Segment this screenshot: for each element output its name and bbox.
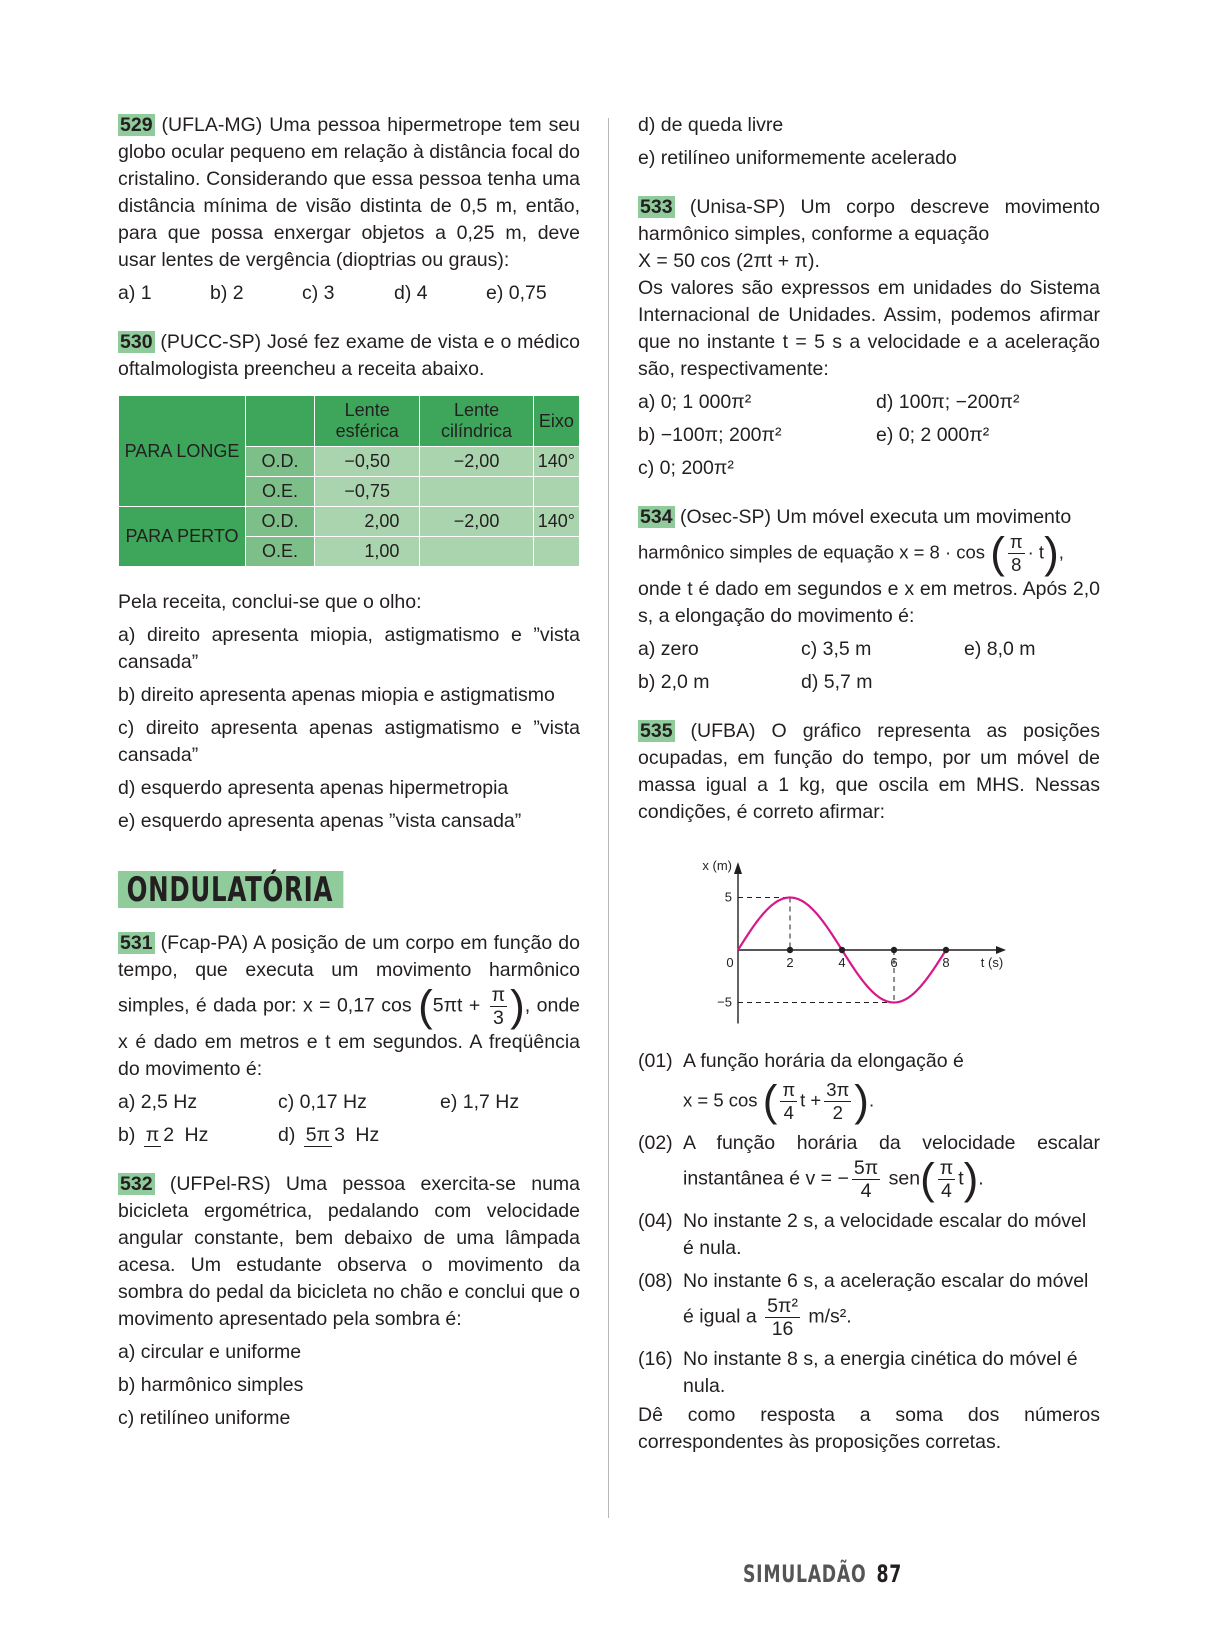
option-e: e) 0,75 xyxy=(486,282,547,304)
option-e: e) 0; 2 000π² xyxy=(876,424,990,446)
proposition-16 xyxy=(638,1346,1100,1400)
cell-eixo xyxy=(533,537,579,567)
eye-label: O.E. xyxy=(246,477,315,507)
x-axis-label: t (s) xyxy=(980,955,1004,970)
question-text: (PUCC-SP) José fez exame de vista e o médico oftalmologista preencheu a receita abaixo. xyxy=(118,331,581,380)
fraction-denominator: 2 xyxy=(163,1124,175,1147)
question-text: (Fcap-PA) A posição de um corpo em função do tempo, que executa um movimento harmônico simples, é dada por: x = 0,17 cos xyxy=(118,932,580,1017)
option-label: b) xyxy=(118,1124,136,1146)
fraction xyxy=(852,1157,880,1202)
question-text: (UFBA) O gráfico representa as posições ocupadas, em função do tempo, por um móvel de massa igual a 1 kg, que oscila em MHS. Nessas condições, é correto afirmar: xyxy=(638,720,1100,823)
question-number: 535 xyxy=(640,720,673,742)
x-tick-label: 4 xyxy=(838,955,846,970)
axis-point xyxy=(839,947,845,953)
proposition-08 xyxy=(638,1268,1100,1340)
proposition-text: No instante 8 s, a energia cinética do móvel é nula. xyxy=(683,1348,1078,1397)
fraction-numerator: π xyxy=(939,1157,954,1179)
header-esferica: Lente esférica xyxy=(315,396,420,447)
label-perto: PARA PERTO xyxy=(119,507,246,567)
footer-title: SIMULADÃO xyxy=(743,1560,867,1588)
proposition-number: (02) xyxy=(638,1132,673,1154)
formula-lead: 5πt + xyxy=(432,994,481,1017)
closing-text: Dê como resposta a soma dos números correspondentes às proposições corretas. xyxy=(638,1404,1100,1453)
unit: Hz xyxy=(184,1124,209,1146)
header-cilindrica: Lente cilíndrica xyxy=(420,396,533,447)
fraction-denominator: 4 xyxy=(941,1180,952,1202)
proposition-text: A função horária da velocidade escalar instantânea é v = − $\frac{5\pi}{4}$ sen( $\frac{\pi}{4}$ t). xyxy=(683,1132,1100,1204)
options-row xyxy=(638,669,1100,696)
cell-cilindrica: −2,00 xyxy=(420,507,533,537)
option-b: b) 2,0 m xyxy=(638,671,710,693)
proposition-number: (08) xyxy=(638,1270,673,1292)
formula-t: t xyxy=(958,1167,964,1190)
eye-label: O.D. xyxy=(246,447,315,477)
fraction-numerator: 5π xyxy=(305,1124,331,1147)
question-text: (Osec-SP) Um móvel executa um movimento xyxy=(679,506,1072,528)
fraction xyxy=(938,1157,955,1202)
proposition-04 xyxy=(638,1208,1100,1262)
proposition-statement: No instante 6 s, a aceleração escalar do móvel é igual a xyxy=(683,1270,1089,1328)
option-c: c) 0,17 Hz xyxy=(278,1091,367,1113)
fraction-denominator: 3 xyxy=(492,1007,504,1029)
fraction-denominator: 4 xyxy=(783,1102,794,1123)
question-text-3: onde t é dado em segundos e x em metros. Após 2,0 s, a elongação do movimento é: xyxy=(638,578,1100,627)
cell-esferica: −0,75 xyxy=(315,477,420,507)
option-d: d) esquerdo apresenta apenas hipermetropia xyxy=(118,777,509,799)
fraction-denominator: 8 xyxy=(1011,554,1022,575)
fraction xyxy=(490,984,507,1029)
options-row xyxy=(638,636,1100,663)
question-number: 532 xyxy=(120,1173,153,1195)
question-532-continued xyxy=(638,112,1100,172)
x-tick-label: 6 xyxy=(890,955,898,970)
proposition-number: (04) xyxy=(638,1210,673,1232)
proposition-number: (16) xyxy=(638,1348,673,1370)
option-c: c) retilíneo uniforme xyxy=(118,1407,291,1429)
cell-cilindrica xyxy=(420,477,533,507)
question-text-2: harmônico simples de equação x = 8 · cos xyxy=(638,541,986,563)
option-b: b) harmônico simples xyxy=(118,1374,304,1396)
option-d: d) 4 xyxy=(394,282,428,304)
option-d: d) 100π; −200π² xyxy=(876,391,1020,413)
formula-t: · t xyxy=(1027,541,1045,563)
option-e: e) retilíneo uniformemente acelerado xyxy=(638,147,957,169)
fraction-numerator: π xyxy=(145,1124,160,1147)
question-text: (UFLA-MG) Uma pessoa hipermetrope tem seu globo ocular pequeno em relação à distância focal do cristalino. Considerando que essa pessoa tenha uma distância mínima de visão distinta de 0,5 m, então, para que possa enxergar objetos a 0,25 m, deve usar lentes de vergência (dioptrias ou graus): xyxy=(118,114,581,271)
chart-axes xyxy=(734,862,1006,1024)
formula-sen: sen xyxy=(888,1167,921,1190)
paren-close: ) xyxy=(1044,528,1059,578)
eye-label: O.D. xyxy=(246,507,315,537)
proposition-statement: A função horária da elongação é xyxy=(683,1050,964,1072)
question-number: 529 xyxy=(120,114,153,136)
cell-esferica: 2,00 xyxy=(315,507,420,537)
proposition-01 xyxy=(638,1048,1100,1124)
fraction xyxy=(765,1295,800,1340)
options-row xyxy=(118,280,580,307)
option-c: c) 0; 200π² xyxy=(638,457,734,479)
x-tick-label: 0 xyxy=(726,955,734,970)
paren-open: ( xyxy=(762,1076,778,1126)
fraction-numerator: π xyxy=(782,1079,796,1100)
section-title: ONDULATÓRIA xyxy=(118,871,343,908)
question-number: 534 xyxy=(640,506,673,528)
fraction-numerator: π xyxy=(1009,531,1023,552)
cell-esferica: −0,50 xyxy=(315,447,420,477)
proposition-text xyxy=(683,1268,1100,1340)
fraction xyxy=(824,1079,851,1124)
fraction-denominator: 3 xyxy=(334,1124,345,1147)
options-row xyxy=(638,389,1100,416)
options-row xyxy=(118,1122,580,1149)
unit: m/s². xyxy=(808,1305,852,1328)
paren-close: ) xyxy=(963,1154,979,1204)
formula-mid: t + xyxy=(800,1089,822,1111)
axis-point xyxy=(943,947,949,953)
option-a: a) zero xyxy=(638,638,699,660)
option-label: d) xyxy=(278,1124,296,1146)
paren-close: ) xyxy=(510,981,525,1031)
y-tick-label: −5 xyxy=(717,994,732,1010)
paren-open: ( xyxy=(418,981,433,1031)
question-531 xyxy=(118,930,580,1149)
option-d: d) de queda livre xyxy=(638,114,784,136)
prescription-table xyxy=(118,395,580,567)
cell-eixo xyxy=(533,477,579,507)
question-text: (UFPel-RS) Uma pessoa exercita-se numa bicicleta ergométrica, pedalando com velocidade angular constante, bem debaixo de uma lâmpada acesa. Um estudante observa o movimento da sombra do pedal da bicicleta no chão e conclui que o movimento apresentado pela sombra é: xyxy=(118,1173,580,1330)
column-divider xyxy=(608,118,609,1518)
fraction-numerator: 5π² xyxy=(767,1295,798,1317)
fraction xyxy=(304,1124,347,1147)
y-axis-label: x (m) xyxy=(702,858,732,873)
header-eixo: Eixo xyxy=(533,396,579,447)
cell-esferica: 1,00 xyxy=(315,537,420,567)
options-row xyxy=(638,455,1100,482)
option-d: d) 5,7 m xyxy=(801,671,873,693)
paren-open: ( xyxy=(990,528,1005,578)
cell-cilindrica xyxy=(420,537,533,567)
question-number: 533 xyxy=(640,196,673,218)
option-b: b) −100π; 200π² xyxy=(638,424,782,446)
option-a: a) 0; 1 000π² xyxy=(638,391,752,413)
page-footer xyxy=(743,1560,902,1588)
proposition-text: No instante 2 s, a velocidade escalar do móvel é nula. xyxy=(683,1210,1087,1259)
fraction-numerator: 5π xyxy=(853,1157,879,1179)
unit: Hz xyxy=(355,1124,380,1146)
proposition-number: (01) xyxy=(638,1050,673,1072)
question-529 xyxy=(118,112,580,307)
y-axis-arrow xyxy=(734,862,742,874)
empty-header xyxy=(246,396,315,447)
question-text-after: , onde x é dado em metros e t em segundos. A freqüência do movimento é: xyxy=(118,994,581,1080)
question-533 xyxy=(638,194,1100,482)
fraction-denominator: 2 xyxy=(832,1102,843,1123)
option-e: e) 8,0 m xyxy=(964,638,1036,660)
options-row xyxy=(638,422,1100,449)
y-tick-label: 5 xyxy=(724,889,732,905)
fraction-numerator: π xyxy=(491,984,506,1006)
left-column xyxy=(118,112,580,1454)
proposition-text xyxy=(683,1048,1100,1124)
question-534: 534 (Osec-SP) Um móvel executa um movimento harmônico simples de equação x = 8 · cos ( $\frac{\pi}{8}$ · t), onde t é dado em segundos e x em metros. Após 2,0 s, a elongação do movimento é: a) zero c) 3,5 m e) 8,0 m b) 2,0 m d) 5,7 m xyxy=(638,504,1100,696)
axis-point xyxy=(891,947,897,953)
fraction xyxy=(144,1124,176,1147)
option-b: b) direito apresenta apenas miopia e astigmatismo xyxy=(118,684,555,706)
question-number: 531 xyxy=(120,932,153,954)
options-row xyxy=(118,1089,580,1116)
label-longe: PARA LONGE xyxy=(119,396,246,507)
option-b: b) 2 xyxy=(210,282,244,304)
position-time-chart xyxy=(638,832,1038,1042)
eye-label: O.E. xyxy=(246,537,315,567)
formula: x = 5 cos ( $\frac{\pi}{4}$ t + $\frac{3\pi}{2}$ ). xyxy=(683,1076,875,1126)
question-text: (Unisa-SP) Um corpo descreve movimento harmônico simples, conforme a equação xyxy=(638,196,1100,245)
x-tick-label: 2 xyxy=(786,955,794,970)
axis-point xyxy=(787,947,793,953)
question-number: 530 xyxy=(120,331,153,353)
option-c: c) direito apresenta apenas astigmatismo e ”vista cansada” xyxy=(118,717,580,766)
option-a: a) 2,5 Hz xyxy=(118,1091,198,1113)
x-tick-label: 8 xyxy=(942,955,950,970)
question-after-text: Pela receita, conclui-se que o olho: xyxy=(118,591,422,613)
fraction xyxy=(1008,531,1025,576)
cell-eixo: 140° xyxy=(533,447,579,477)
option-a: a) 1 xyxy=(118,282,152,304)
proposition-02 xyxy=(638,1130,1100,1202)
option-b xyxy=(118,1122,278,1149)
option-e: e) 1,7 Hz xyxy=(440,1091,520,1113)
option-c: c) 3 xyxy=(302,282,335,304)
paren-open: ( xyxy=(920,1154,935,1204)
proposition-statement: A função horária da velocidade escalar instantânea é v = − xyxy=(683,1132,1100,1190)
option-c: c) 3,5 m xyxy=(801,638,872,660)
option-e: e) esquerdo apresenta apenas ”vista cansada” xyxy=(118,810,522,832)
option-a: a) circular e uniforme xyxy=(118,1341,302,1363)
question-530 xyxy=(118,329,580,835)
fraction-denominator: 16 xyxy=(771,1318,794,1340)
formula-lead: x = 5 cos xyxy=(683,1089,758,1111)
option-d xyxy=(278,1122,379,1149)
option-a: a) direito apresenta miopia, astigmatismo e ”vista cansada” xyxy=(118,624,580,673)
question-text-2: Os valores são expressos em unidades do Sistema Internacional de Unidades. Assim, podemos afirmar que no instante t = 5 s a velocidade e a aceleração são, respectivamente: xyxy=(638,277,1100,380)
cell-cilindrica: −2,00 xyxy=(420,447,533,477)
question-535 xyxy=(638,718,1100,1456)
fraction-numerator: 3π xyxy=(826,1079,850,1100)
cell-eixo: 140° xyxy=(533,507,579,537)
x-axis-arrow xyxy=(996,946,1006,954)
fraction xyxy=(780,1079,797,1124)
page-number: 87 xyxy=(876,1560,902,1588)
question-532 xyxy=(118,1171,580,1432)
paren-close: ) xyxy=(854,1076,869,1126)
equation: X = 50 cos (2πt + π). xyxy=(638,250,820,272)
fraction-denominator: 4 xyxy=(860,1180,872,1202)
right-column xyxy=(638,112,1100,1456)
